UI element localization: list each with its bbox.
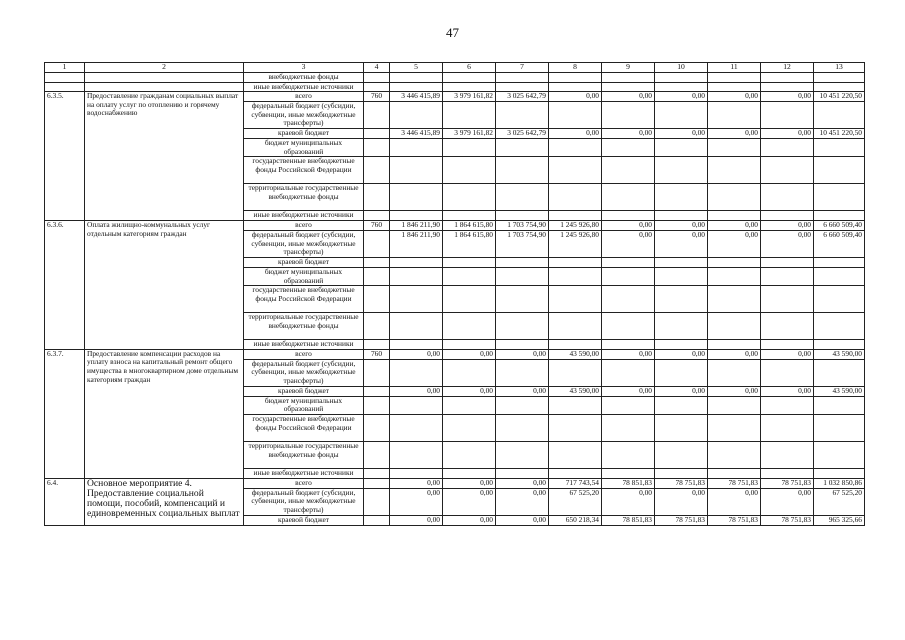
source-label: территориальные государственные внебюджетные фонды xyxy=(244,441,364,468)
source-label: федеральный бюджет (субсидии, субвенции, иные межбюджетные трансферты) xyxy=(244,359,364,386)
measure-title: Оплата жилищно-коммунальных услуг отдельным категориям граждан xyxy=(85,220,244,349)
value-cell xyxy=(496,139,549,157)
value-cell: 0,00 xyxy=(443,478,496,488)
column-number-cell: 5 xyxy=(390,63,443,73)
source-label: краевой бюджет xyxy=(244,515,364,525)
grbs-code xyxy=(364,441,390,468)
value-cell xyxy=(761,257,814,267)
value-cell: 0,00 xyxy=(602,129,655,139)
column-number-cell: 4 xyxy=(364,63,390,73)
value-cell: 0,00 xyxy=(390,515,443,525)
value-cell xyxy=(655,257,708,267)
grbs-code xyxy=(364,129,390,139)
value-cell xyxy=(443,468,496,478)
value-cell xyxy=(496,359,549,386)
value-cell xyxy=(708,441,761,468)
value-cell xyxy=(655,468,708,478)
value-cell xyxy=(655,340,708,350)
value-cell xyxy=(708,286,761,313)
value-cell: 78 751,83 xyxy=(655,515,708,525)
column-number-cell: 8 xyxy=(549,63,602,73)
value-cell: 0,00 xyxy=(390,478,443,488)
grbs-code xyxy=(364,468,390,478)
value-cell xyxy=(655,139,708,157)
value-cell: 0,00 xyxy=(761,129,814,139)
value-cell xyxy=(761,340,814,350)
budget-row-total xyxy=(45,478,865,488)
value-cell: 6 660 509,40 xyxy=(814,220,865,230)
value-cell xyxy=(602,73,655,83)
value-cell: 1 245 926,80 xyxy=(549,230,602,257)
value-cell: 3 446 415,89 xyxy=(390,129,443,139)
value-cell: 0,00 xyxy=(655,230,708,257)
source-label: краевой бюджет xyxy=(244,257,364,267)
value-cell: 78 851,83 xyxy=(602,478,655,488)
column-number-cell: 2 xyxy=(85,63,244,73)
value-cell xyxy=(364,73,390,83)
grbs-code: 760 xyxy=(364,220,390,230)
value-cell xyxy=(814,286,865,313)
value-cell: 0,00 xyxy=(761,230,814,257)
value-cell xyxy=(708,414,761,441)
value-cell xyxy=(814,139,865,157)
value-cell xyxy=(814,468,865,478)
value-cell xyxy=(602,257,655,267)
grbs-code xyxy=(364,257,390,267)
value-cell xyxy=(443,414,496,441)
value-cell xyxy=(549,340,602,350)
source-label: федеральный бюджет (субсидии, субвенции, иные межбюджетные трансферты) xyxy=(244,230,364,257)
value-cell xyxy=(549,286,602,313)
value-cell xyxy=(814,102,865,129)
value-cell xyxy=(443,267,496,285)
value-cell xyxy=(390,102,443,129)
value-cell: 0,00 xyxy=(602,386,655,396)
value-cell xyxy=(443,257,496,267)
grbs-code xyxy=(364,414,390,441)
value-cell xyxy=(602,441,655,468)
value-cell: 0,00 xyxy=(390,386,443,396)
value-cell: 0,00 xyxy=(761,386,814,396)
value-cell: 0,00 xyxy=(655,92,708,102)
value-cell xyxy=(655,313,708,340)
value-cell xyxy=(814,257,865,267)
grbs-code xyxy=(364,515,390,525)
value-cell: 0,00 xyxy=(443,488,496,515)
column-number-cell: 12 xyxy=(761,63,814,73)
value-cell: 0,00 xyxy=(390,488,443,515)
value-cell xyxy=(708,73,761,83)
value-cell: 0,00 xyxy=(602,220,655,230)
value-cell xyxy=(761,139,814,157)
value-cell xyxy=(390,340,443,350)
value-cell: 0,00 xyxy=(443,515,496,525)
value-cell: 1 703 754,90 xyxy=(496,220,549,230)
value-cell: 0,00 xyxy=(549,129,602,139)
column-number-row xyxy=(45,63,865,73)
value-cell xyxy=(602,102,655,129)
value-cell xyxy=(390,73,443,83)
budget-table xyxy=(44,62,865,526)
value-cell xyxy=(390,286,443,313)
value-cell xyxy=(602,468,655,478)
value-cell xyxy=(390,359,443,386)
value-cell xyxy=(390,441,443,468)
value-cell xyxy=(602,359,655,386)
source-label: государственные внебюджетные фонды Российской Федерации xyxy=(244,157,364,184)
value-cell xyxy=(655,73,708,83)
value-cell: 0,00 xyxy=(602,488,655,515)
source-label: иные внебюджетные источники xyxy=(244,82,364,92)
value-cell xyxy=(390,313,443,340)
value-cell xyxy=(549,267,602,285)
value-cell: 43 590,00 xyxy=(549,386,602,396)
value-cell: 650 218,34 xyxy=(549,515,602,525)
grbs-code: 760 xyxy=(364,92,390,102)
value-cell: 43 590,00 xyxy=(549,349,602,359)
budget-row-total xyxy=(45,349,865,359)
value-cell xyxy=(708,139,761,157)
value-cell xyxy=(814,73,865,83)
measure-code: 6.4. xyxy=(45,478,85,525)
measure-title: Основное мероприятие 4. Предоставление социальной помощи, пособий, компенсаций и единовременных социальных выплат xyxy=(85,478,244,525)
value-cell: 78 751,83 xyxy=(708,478,761,488)
grbs-code xyxy=(364,286,390,313)
value-cell xyxy=(443,340,496,350)
budget-row-total xyxy=(45,92,865,102)
source-label: федеральный бюджет (субсидии, субвенции, иные межбюджетные трансферты) xyxy=(244,488,364,515)
value-cell xyxy=(549,468,602,478)
value-cell: 3 446 415,89 xyxy=(390,92,443,102)
value-cell xyxy=(496,73,549,83)
value-cell xyxy=(761,468,814,478)
value-cell xyxy=(814,157,865,184)
value-cell xyxy=(602,286,655,313)
page-number: 47 xyxy=(446,25,459,40)
value-cell xyxy=(655,184,708,211)
grbs-code xyxy=(364,386,390,396)
value-cell xyxy=(708,359,761,386)
value-cell xyxy=(443,359,496,386)
value-cell: 3 979 161,82 xyxy=(443,92,496,102)
column-number-cell: 7 xyxy=(496,63,549,73)
value-cell xyxy=(549,414,602,441)
value-cell xyxy=(602,139,655,157)
column-number-cell: 6 xyxy=(443,63,496,73)
value-cell: 67 525,20 xyxy=(549,488,602,515)
value-cell xyxy=(708,396,761,414)
value-cell: 0,00 xyxy=(708,386,761,396)
value-cell xyxy=(814,396,865,414)
value-cell xyxy=(496,102,549,129)
measure-code: 6.3.6. xyxy=(45,220,85,349)
value-cell: 0,00 xyxy=(443,386,496,396)
value-cell: 43 590,00 xyxy=(814,349,865,359)
value-cell: 1 245 926,80 xyxy=(549,220,602,230)
title-cell xyxy=(85,73,244,83)
value-cell xyxy=(390,184,443,211)
value-cell xyxy=(602,340,655,350)
grbs-code xyxy=(364,340,390,350)
value-cell: 0,00 xyxy=(761,220,814,230)
value-cell: 0,00 xyxy=(496,488,549,515)
value-cell xyxy=(549,359,602,386)
measure-title: Предоставление компенсации расходов на уплату взноса на капитальный ремонт общего имущества в многоквартирном доме отдельным категориям граждан xyxy=(85,349,244,478)
value-cell: 0,00 xyxy=(496,515,549,525)
value-cell xyxy=(655,267,708,285)
grbs-code xyxy=(364,139,390,157)
grbs-code xyxy=(364,230,390,257)
value-cell: 0,00 xyxy=(390,349,443,359)
value-cell: 10 451 220,50 xyxy=(814,129,865,139)
source-label: иные внебюджетные источники xyxy=(244,211,364,221)
value-cell xyxy=(761,102,814,129)
value-cell: 0,00 xyxy=(761,488,814,515)
value-cell xyxy=(602,267,655,285)
value-cell xyxy=(549,313,602,340)
value-cell xyxy=(602,157,655,184)
grbs-code xyxy=(364,267,390,285)
source-label: государственные внебюджетные фонды Российской Федерации xyxy=(244,414,364,441)
value-cell xyxy=(814,414,865,441)
column-number-cell: 9 xyxy=(602,63,655,73)
source-label: краевой бюджет xyxy=(244,129,364,139)
value-cell xyxy=(443,313,496,340)
value-cell xyxy=(549,73,602,83)
source-label: краевой бюджет xyxy=(244,386,364,396)
value-cell xyxy=(549,157,602,184)
value-cell xyxy=(708,313,761,340)
value-cell: 78 751,83 xyxy=(655,478,708,488)
value-cell xyxy=(390,139,443,157)
value-cell: 1 864 615,80 xyxy=(443,230,496,257)
measure-code: 6.3.7. xyxy=(45,349,85,478)
value-cell xyxy=(390,267,443,285)
column-number-cell: 11 xyxy=(708,63,761,73)
value-cell xyxy=(761,267,814,285)
column-number-cell: 10 xyxy=(655,63,708,73)
grbs-code xyxy=(364,359,390,386)
value-cell xyxy=(761,414,814,441)
value-cell xyxy=(602,414,655,441)
value-cell xyxy=(761,184,814,211)
value-cell: 3 025 642,79 xyxy=(496,129,549,139)
value-cell: 1 032 850,86 xyxy=(814,478,865,488)
column-number-cell: 3 xyxy=(244,63,364,73)
value-cell xyxy=(761,313,814,340)
value-cell: 0,00 xyxy=(761,92,814,102)
value-cell xyxy=(708,468,761,478)
value-cell xyxy=(814,184,865,211)
value-cell xyxy=(602,184,655,211)
value-cell: 0,00 xyxy=(708,92,761,102)
value-cell xyxy=(549,396,602,414)
value-cell xyxy=(708,267,761,285)
value-cell xyxy=(549,184,602,211)
source-label: территориальные государственные внебюджетные фонды xyxy=(244,184,364,211)
value-cell xyxy=(761,359,814,386)
budget-row-total xyxy=(45,220,865,230)
value-cell xyxy=(708,157,761,184)
value-cell xyxy=(443,139,496,157)
value-cell: 965 325,66 xyxy=(814,515,865,525)
value-cell xyxy=(443,441,496,468)
value-cell: 78 751,83 xyxy=(761,478,814,488)
value-cell xyxy=(655,441,708,468)
value-cell xyxy=(549,139,602,157)
value-cell xyxy=(496,414,549,441)
value-cell: 0,00 xyxy=(655,386,708,396)
value-cell xyxy=(496,441,549,468)
source-label: иные внебюджетные источники xyxy=(244,340,364,350)
value-cell: 0,00 xyxy=(496,349,549,359)
value-cell xyxy=(443,286,496,313)
value-cell xyxy=(655,414,708,441)
value-cell: 0,00 xyxy=(708,488,761,515)
source-label: всего xyxy=(244,92,364,102)
value-cell xyxy=(390,468,443,478)
value-cell: 0,00 xyxy=(655,488,708,515)
measure-code: 6.3.5. xyxy=(45,92,85,221)
value-cell: 43 590,00 xyxy=(814,386,865,396)
grbs-code xyxy=(364,313,390,340)
value-cell xyxy=(390,157,443,184)
value-cell: 10 451 220,50 xyxy=(814,92,865,102)
value-cell: 1 846 211,90 xyxy=(390,230,443,257)
source-label: всего xyxy=(244,220,364,230)
grbs-code: 760 xyxy=(364,349,390,359)
source-label: бюджет муниципальных образований xyxy=(244,267,364,285)
value-cell xyxy=(708,257,761,267)
value-cell xyxy=(496,184,549,211)
value-cell: 78 751,83 xyxy=(761,515,814,525)
value-cell: 0,00 xyxy=(655,349,708,359)
value-cell xyxy=(496,157,549,184)
value-cell: 78 751,83 xyxy=(708,515,761,525)
value-cell xyxy=(549,441,602,468)
value-cell: 0,00 xyxy=(708,230,761,257)
value-cell: 67 525,20 xyxy=(814,488,865,515)
grbs-code xyxy=(364,157,390,184)
value-cell: 0,00 xyxy=(602,92,655,102)
value-cell: 0,00 xyxy=(549,92,602,102)
value-cell xyxy=(761,157,814,184)
value-cell: 78 851,83 xyxy=(602,515,655,525)
value-cell xyxy=(496,468,549,478)
column-number-cell: 13 xyxy=(814,63,865,73)
value-cell xyxy=(549,102,602,129)
code-cell xyxy=(45,73,85,83)
grbs-code xyxy=(364,184,390,211)
value-cell xyxy=(443,102,496,129)
value-cell: 0,00 xyxy=(708,220,761,230)
value-cell xyxy=(602,313,655,340)
value-cell xyxy=(496,267,549,285)
value-cell: 0,00 xyxy=(708,349,761,359)
value-cell xyxy=(443,184,496,211)
value-cell xyxy=(549,257,602,267)
source-label: иные внебюджетные источники xyxy=(244,468,364,478)
value-cell xyxy=(390,414,443,441)
value-cell xyxy=(496,313,549,340)
value-cell xyxy=(708,102,761,129)
value-cell xyxy=(761,441,814,468)
value-cell xyxy=(655,359,708,386)
grbs-code xyxy=(364,396,390,414)
source-label: федеральный бюджет (субсидии, субвенции, иные межбюджетные трансферты) xyxy=(244,102,364,129)
value-cell: 717 743,54 xyxy=(549,478,602,488)
value-cell xyxy=(655,396,708,414)
value-cell xyxy=(708,340,761,350)
value-cell xyxy=(602,396,655,414)
source-label: всего xyxy=(244,478,364,488)
value-cell: 0,00 xyxy=(443,349,496,359)
value-cell xyxy=(814,441,865,468)
value-cell: 0,00 xyxy=(602,230,655,257)
value-cell: 3 979 161,82 xyxy=(443,129,496,139)
source-label: внебюджетные фонды xyxy=(244,73,364,83)
value-cell: 3 025 642,79 xyxy=(496,92,549,102)
value-cell xyxy=(443,73,496,83)
value-cell: 0,00 xyxy=(496,478,549,488)
value-cell xyxy=(655,102,708,129)
grbs-code xyxy=(364,488,390,515)
value-cell: 0,00 xyxy=(496,386,549,396)
value-cell xyxy=(390,396,443,414)
value-cell xyxy=(761,396,814,414)
carryover-row xyxy=(45,73,865,83)
value-cell xyxy=(443,157,496,184)
value-cell xyxy=(390,257,443,267)
value-cell xyxy=(496,257,549,267)
value-cell xyxy=(761,73,814,83)
value-cell: 1 703 754,90 xyxy=(496,230,549,257)
value-cell xyxy=(761,286,814,313)
source-label: территориальные государственные внебюджетные фонды xyxy=(244,313,364,340)
value-cell xyxy=(814,313,865,340)
value-cell xyxy=(443,396,496,414)
value-cell xyxy=(496,286,549,313)
value-cell: 0,00 xyxy=(602,349,655,359)
value-cell: 6 660 509,40 xyxy=(814,230,865,257)
source-label: государственные внебюджетные фонды Российской Федерации xyxy=(244,286,364,313)
value-cell xyxy=(655,286,708,313)
value-cell: 0,00 xyxy=(655,220,708,230)
source-label: всего xyxy=(244,349,364,359)
value-cell: 0,00 xyxy=(761,349,814,359)
measure-title: Предоставление гражданам социальных выплат на оплату услуг по отоплению и горячему водоснабжению xyxy=(85,92,244,221)
value-cell xyxy=(496,396,549,414)
column-number-cell: 1 xyxy=(45,63,85,73)
value-cell xyxy=(814,340,865,350)
value-cell xyxy=(814,359,865,386)
grbs-code xyxy=(364,102,390,129)
value-cell: 1 846 211,90 xyxy=(390,220,443,230)
source-label: бюджет муниципальных образований xyxy=(244,396,364,414)
value-cell xyxy=(496,340,549,350)
value-cell: 1 864 615,80 xyxy=(443,220,496,230)
source-label: бюджет муниципальных образований xyxy=(244,139,364,157)
value-cell: 0,00 xyxy=(708,129,761,139)
value-cell: 0,00 xyxy=(655,129,708,139)
value-cell xyxy=(708,184,761,211)
value-cell xyxy=(655,157,708,184)
grbs-code xyxy=(364,478,390,488)
value-cell xyxy=(814,267,865,285)
